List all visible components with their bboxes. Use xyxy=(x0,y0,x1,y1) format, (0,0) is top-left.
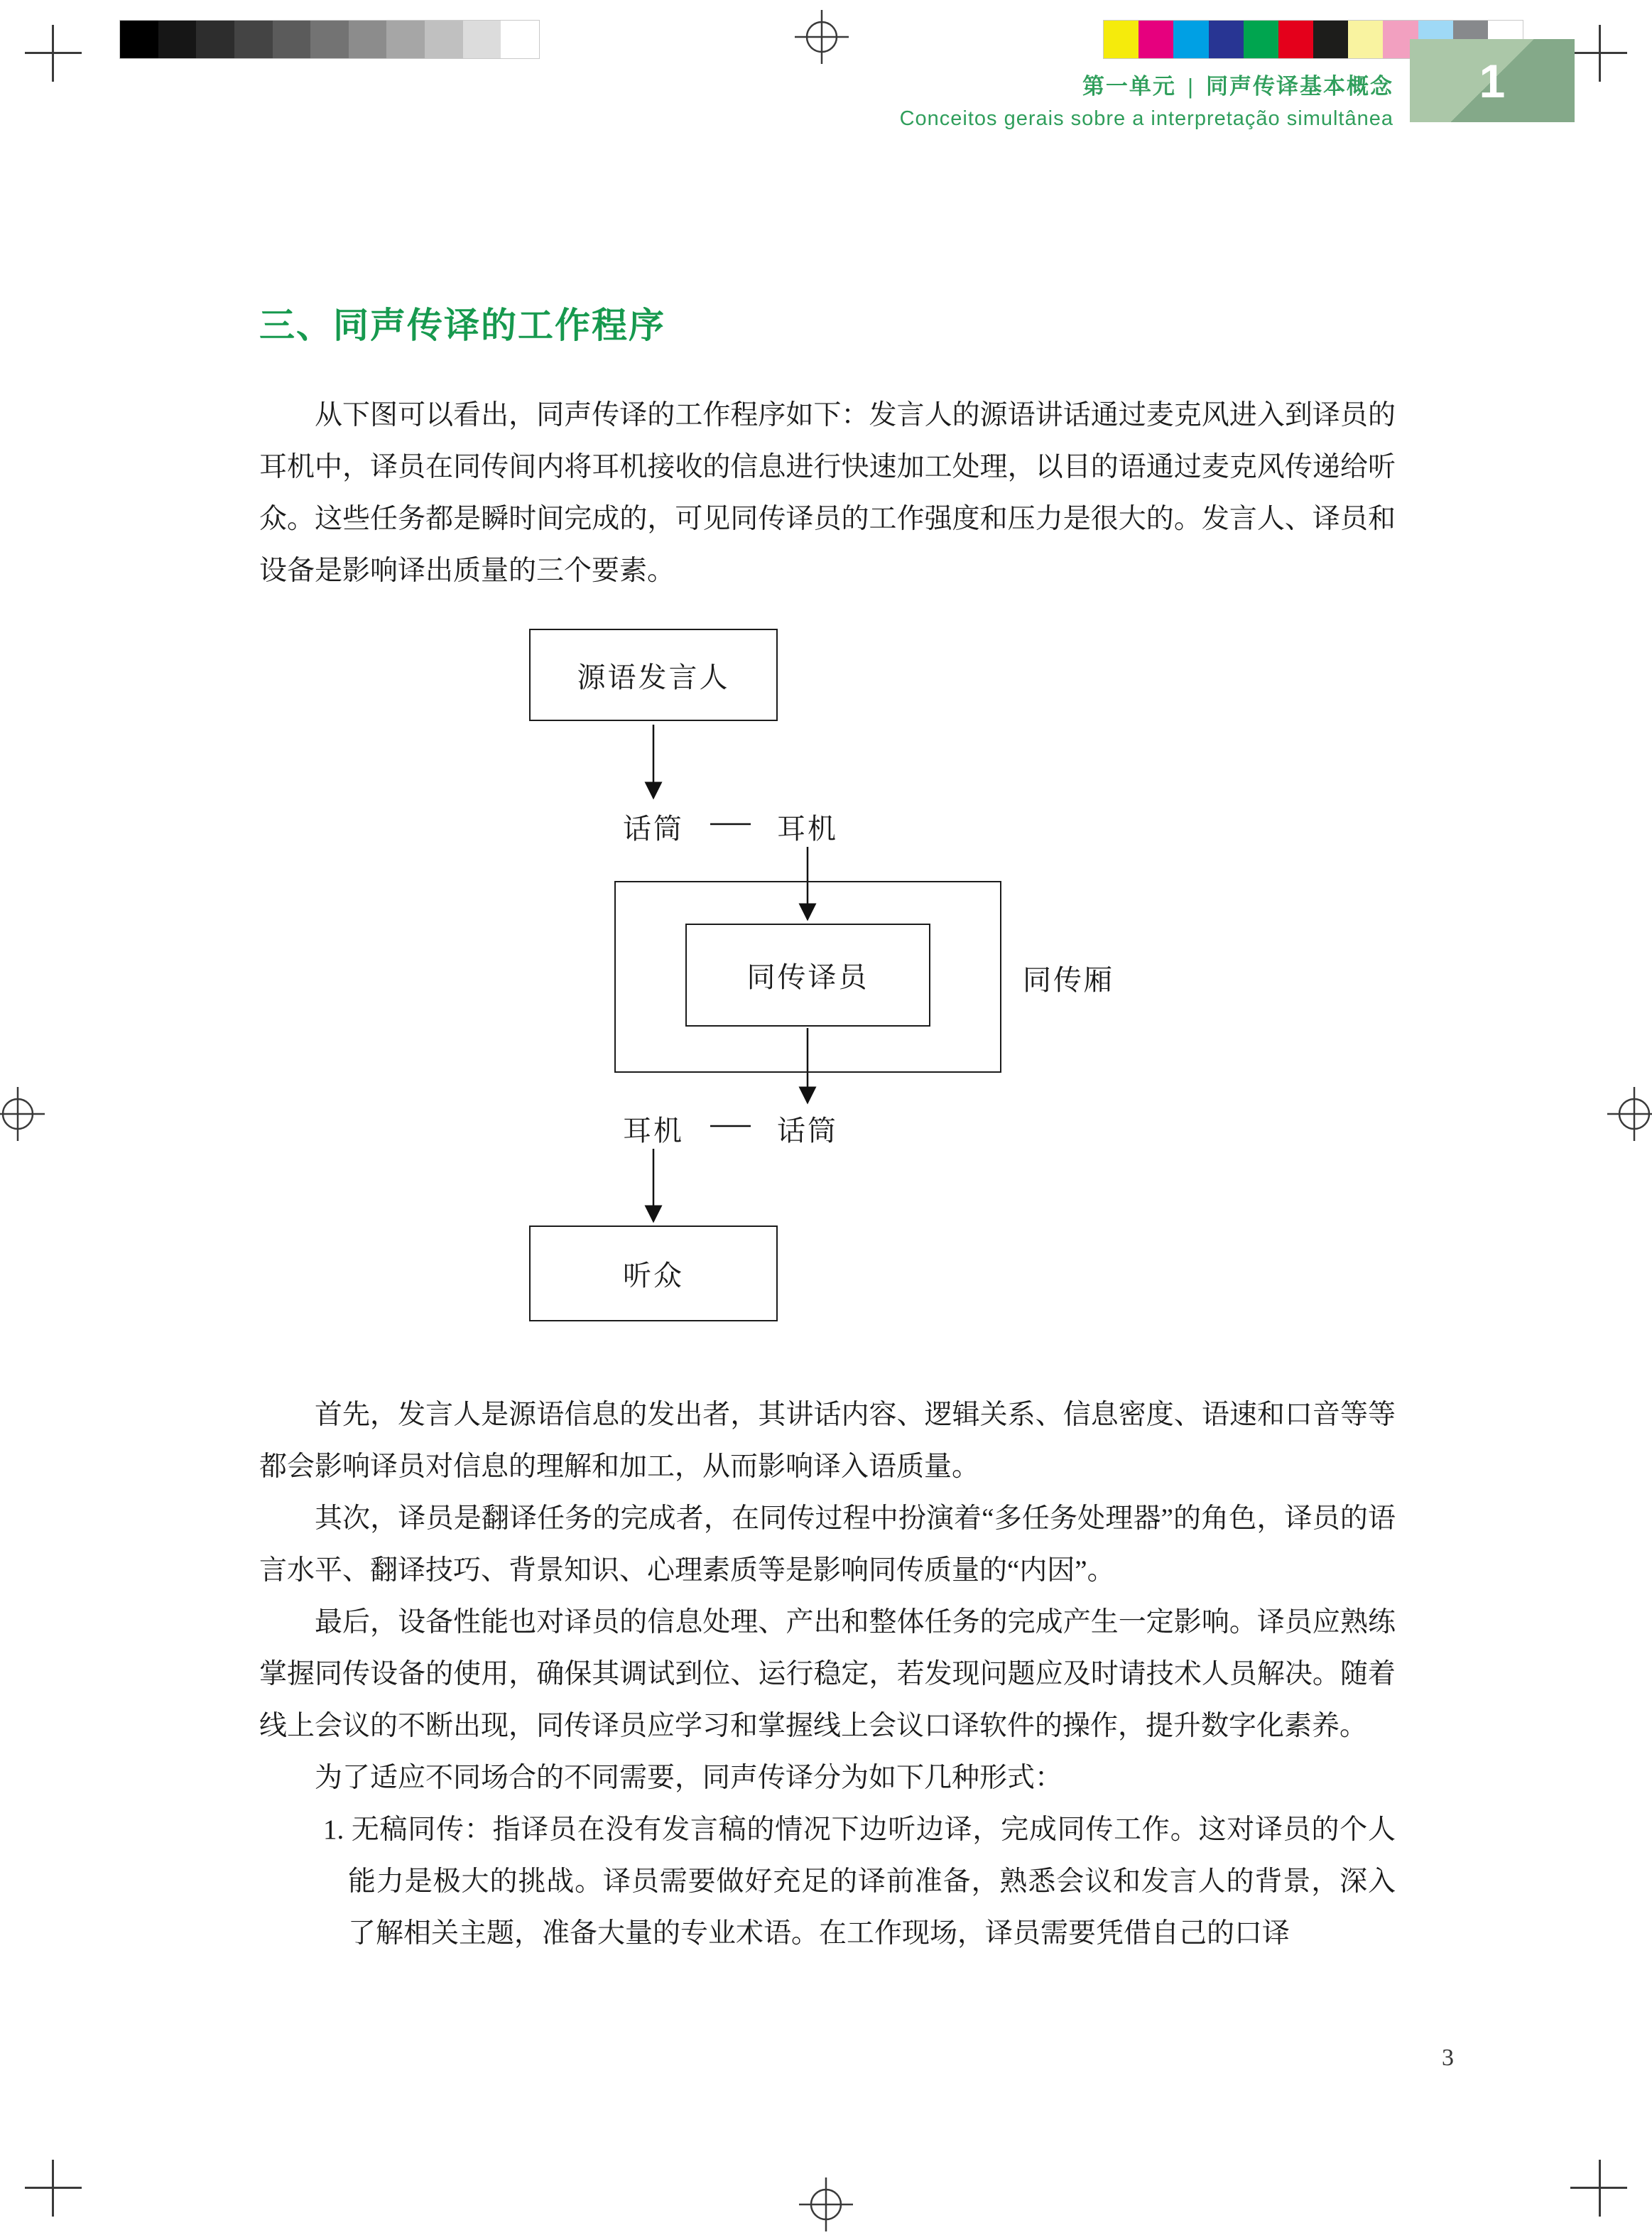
grayscale-swatch xyxy=(425,21,463,58)
color-swatch xyxy=(1244,21,1278,58)
workflow-diagram xyxy=(497,625,1172,1336)
grayscale-swatch xyxy=(196,21,234,58)
crop-mark-top-right-v xyxy=(1599,25,1601,82)
unit-tab xyxy=(1410,39,1575,122)
diagram-node-mic-bottom: 话筒 xyxy=(751,1108,864,1149)
diagram-node-interpreter-label: 同传译员 xyxy=(746,961,869,993)
intro-paragraph: 从下图可以看出，同声传译的工作程序如下：发言人的源语讲话通过麦克风进入到译员的耳机中，译员在同传间内将耳机接收的信息进行快速加工处理，以目的语通过麦克风传递给听众。这些任务都是瞬时间完成的，可见同传译员的工作强度和压力是很大的。发言人、译员和设备是影响译出质量的三个要素。 xyxy=(259,400,1396,586)
unit-title: 第一单元 xyxy=(1082,74,1176,99)
running-head-zh xyxy=(900,68,1393,100)
color-swatch xyxy=(1173,21,1208,58)
grayscale-swatch xyxy=(310,21,349,58)
chapter-title: 同声传译基本概念 xyxy=(1206,74,1393,99)
registration-mark-bottom-center xyxy=(798,2176,854,2233)
main-content xyxy=(259,297,1396,1959)
diagram-node-source-speaker xyxy=(529,629,778,721)
grayscale-calibration-bar xyxy=(119,20,540,59)
body-paragraph: 其次，译员是翻译任务的完成者，在同传过程中扮演着“多任务处理器”的角色，译员的语言水平、翻译技巧、背景知识、心理素质等是影响同传质量的“内因”。 xyxy=(259,1503,1396,1586)
crop-mark-bottom-right-v xyxy=(1599,2160,1601,2217)
grayscale-swatch xyxy=(158,21,197,58)
color-swatch xyxy=(1278,21,1313,58)
diagram-node-headphone-bottom: 耳机 xyxy=(597,1108,710,1149)
diagram-node-audience xyxy=(529,1225,778,1321)
page-header xyxy=(900,68,1393,131)
grayscale-swatch xyxy=(349,21,387,58)
chapter-subtitle-pt: Conceitos gerais sobre a interpretação simultânea xyxy=(899,107,1393,130)
body-paragraph: 首先，发言人是源语信息的发出者，其讲话内容、逻辑关系、信息密度、语速和口音等等都会影响译员对信息的理解和加工，从而影响译入语质量。 xyxy=(259,1400,1396,1482)
crop-mark-bottom-left-v xyxy=(52,2160,54,2217)
registration-mark-left-center xyxy=(0,1086,46,1142)
registration-mark-right-center xyxy=(1606,1086,1652,1142)
diagram-node-interpreter xyxy=(685,924,930,1027)
grayscale-swatch xyxy=(386,21,425,58)
grayscale-swatch xyxy=(273,21,311,58)
page-number: 3 xyxy=(1442,2045,1454,2071)
grayscale-swatch xyxy=(463,21,501,58)
color-swatch xyxy=(1348,21,1383,58)
numbered-list-item-1: 1. 无稿同传：指译员在没有发言稿的情况下边听边译，完成同传工作。这对译员的个人能力是极大的挑战。译员需要做好充足的译前准备，熟悉会议和发言人的背景，深入了解相关主题，准备大量的专业术语。在工作现场，译员需要凭借自己的口译 xyxy=(323,1814,1396,1949)
color-swatch xyxy=(1209,21,1244,58)
unit-number: 1 xyxy=(1479,54,1506,107)
diagram-node-mic-top: 话筒 xyxy=(597,806,710,847)
running-head-separator: | xyxy=(1187,74,1195,99)
registration-mark-top-center xyxy=(793,9,850,65)
body-paragraph: 为了适应不同场合的不同需要，同声传译分为如下几种形式： xyxy=(315,1763,1063,1793)
diagram-node-headphone-top: 耳机 xyxy=(751,806,864,847)
diagram-node-source-speaker-label: 源语发言人 xyxy=(577,661,730,693)
grayscale-swatch xyxy=(120,21,158,58)
crop-mark-top-left-v xyxy=(52,25,54,82)
grayscale-swatch xyxy=(234,21,273,58)
body-paragraph: 最后，设备性能也对译员的信息处理、产出和整体任务的完成产生一定影响。译员应熟练掌握同传设备的使用，确保其调试到位、运行稳定，若发现问题应及时请技术人员解决。随着线上会议的不断出现，同传译员应学习和掌握线上会议口译软件的操作，提升数字化素养。 xyxy=(259,1607,1396,1741)
diagram-label-booth: 同传厢 xyxy=(1023,964,1114,996)
color-swatch xyxy=(1313,21,1348,58)
diagram-node-audience-label: 听众 xyxy=(623,1260,684,1292)
grayscale-swatch xyxy=(501,21,539,58)
color-swatch xyxy=(1104,21,1139,58)
color-swatch xyxy=(1139,21,1173,58)
section-title: 三、同声传译的工作程序 xyxy=(259,305,665,345)
